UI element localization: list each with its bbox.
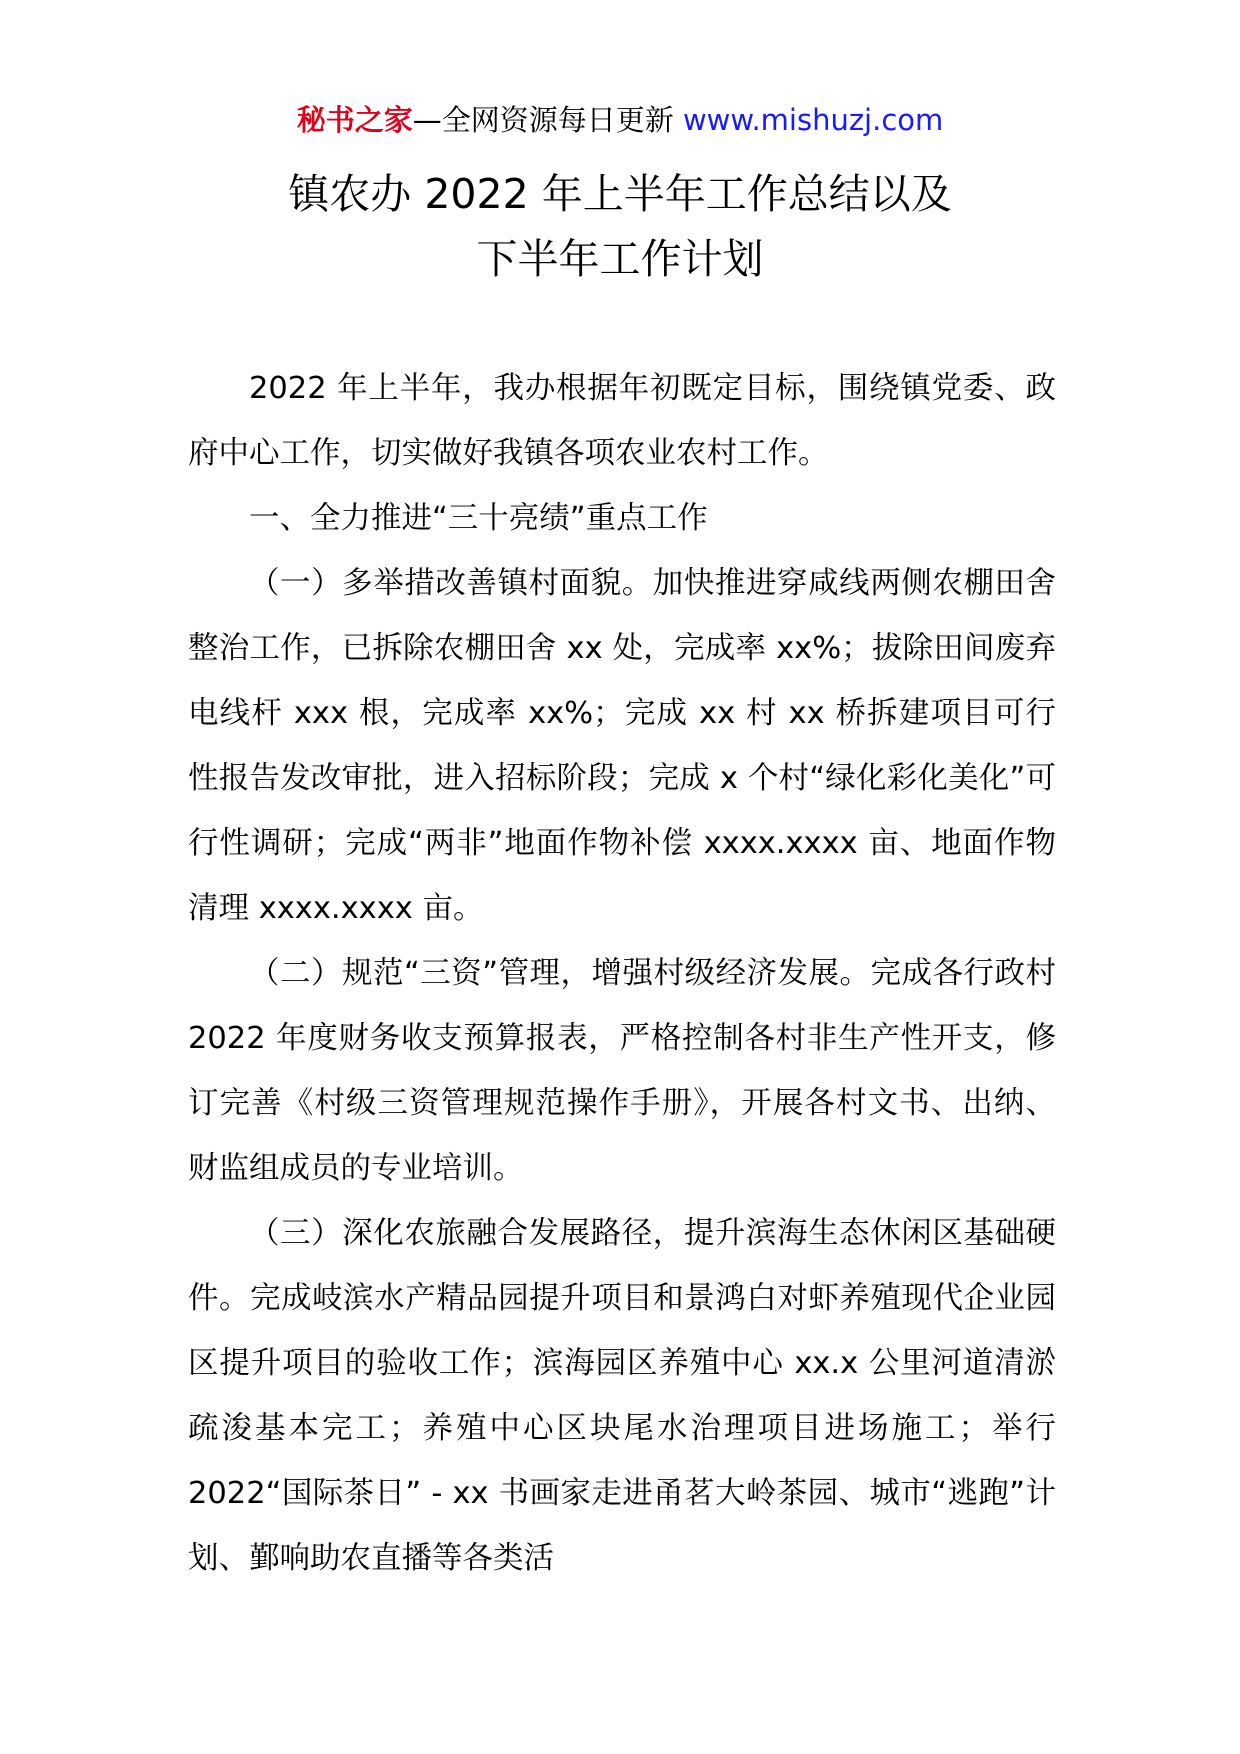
document-body — [188, 356, 1056, 1591]
title-line-1: 镇农办 2022 年上半年工作总结以及 — [288, 170, 952, 218]
brand-name: 秘书之家 — [296, 103, 413, 137]
subsection-paragraph-1: （一）多举措改善镇村面貌。加快推进穿咸线两侧农棚田舍整治工作，已拆除农棚田舍 xx 处，完成率 xx%；拔除田间废弃电线杆 xxx 根，完成率 xx%；完成 xx 村 xx 桥拆建项目可行性报告发改审批，进入招标阶段；完成 x 个村“绿化彩化美化”可行性调研；完成“两非”地面作物补偿 xxxx.xxxx 亩、地面作物清理 xxxx.xxxx 亩。 — [188, 566, 1056, 926]
subsection-paragraph-3: （三）深化农旅融合发展路径，提升滨海生态休闲区基础硬件。完成岐滨水产精品园提升项目和景鸿白对虾养殖现代企业园区提升项目的验收工作；滨海园区养殖中心 xx.x 公里河道清淤疏浚基本完工；养殖中心区块尾水治理项目进场施工；举行 2022“国际茶日” - xx 书画家走进甬茗大岭茶园、城市“逃跑”计划、鄞响助农直播等各类活 — [188, 1216, 1056, 1576]
subsection-paragraph-2: （二）规范“三资”管理，增强村级经济发展。完成各行政村 2022 年度财务收支预算报表，严格控制各村非生产性开支，修订完善《村级三资管理规范操作手册》，开展各村文书、出纳、财监组成员的专业培训。 — [188, 956, 1056, 1186]
brand-tagline: —全网资源每日更新 — [412, 103, 674, 137]
site-url-link[interactable]: www.mishuzj.com — [682, 103, 944, 137]
intro-paragraph: 2022 年上半年，我办根据年初既定目标，围绕镇党委、政府中心工作，切实做好我镇各项农业农村工作。 — [188, 371, 1056, 471]
title-line-2: 下半年工作计划 — [476, 235, 764, 283]
document-title — [0, 162, 1240, 292]
section-heading-1: 一、全力推进“三十亮绩”重点工作 — [249, 501, 708, 536]
watermark-header — [0, 100, 1240, 140]
